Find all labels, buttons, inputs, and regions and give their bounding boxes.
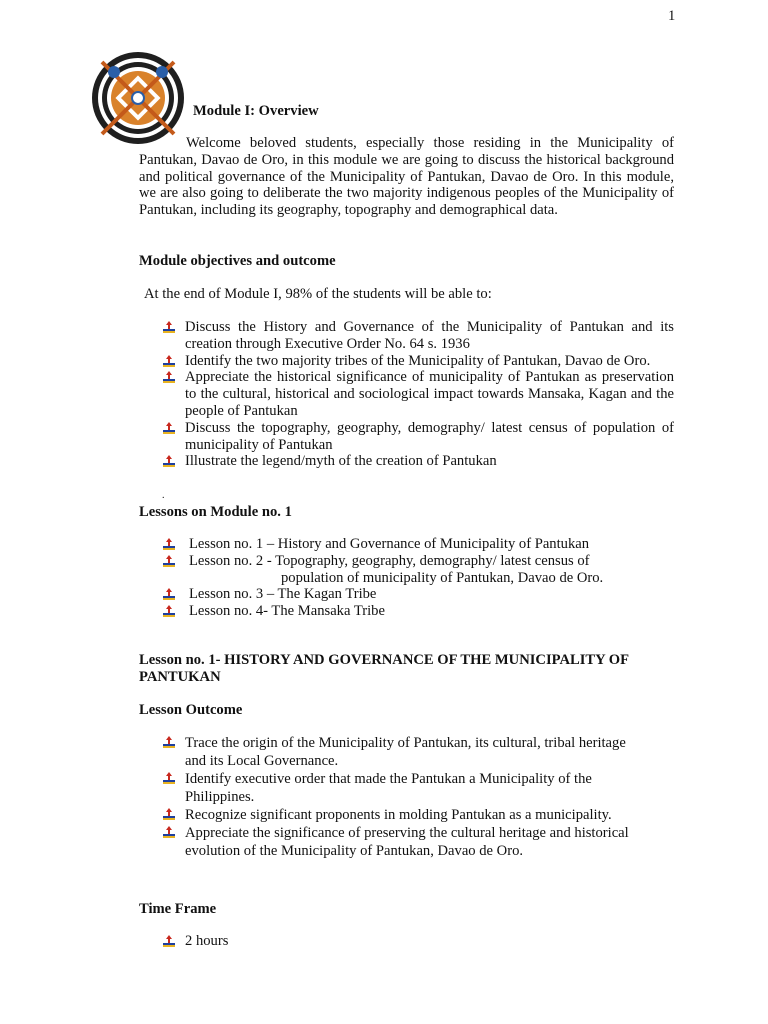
lesson-item-text-continued: population of municipality of Pantukan, Davao de Oro. <box>281 569 604 586</box>
objective-item <box>162 319 674 353</box>
objective-item-text: Identify the two majority tribes of the Municipality of Pantukan, Davao de Oro. <box>185 352 651 369</box>
lesson1-heading <box>139 652 679 686</box>
arrow-bullet-icon <box>162 807 176 821</box>
outcomes-list <box>162 734 672 860</box>
objectives-list <box>162 319 674 470</box>
outcome-heading: Lesson Outcome <box>139 702 243 718</box>
objective-item <box>162 420 674 454</box>
outcome-item-text-continued: Philippines. <box>185 789 255 805</box>
lessons-list <box>162 536 662 620</box>
outcome-item <box>162 824 672 860</box>
module-logo <box>88 48 188 148</box>
arrow-bullet-icon <box>162 735 176 749</box>
intro-paragraph: Welcome beloved students, especially those residing in the Municipality of Pantukan, Davao de Oro, in this module we are going to discuss the historical background and political governance of the Municipality of Pantukan, Davao de Oro. In this module, we are also going to deliberate the two majority indigenous peoples of the Municipality of Pantukan, including its geography, topography and demographical data. <box>139 135 674 219</box>
lesson-item-text: Lesson no. 1 – History and Governance of Municipality of Pantukan <box>189 536 590 552</box>
module-title: Module I: Overview <box>193 103 319 119</box>
objective-item <box>162 369 674 419</box>
arrow-bullet-icon <box>162 554 176 568</box>
outcome-item-text: Identify executive order that made the Pantukan a Municipality of the <box>185 771 592 787</box>
arrow-bullet-icon <box>162 587 176 601</box>
lesson-item <box>162 586 662 603</box>
arrow-bullet-icon <box>162 537 176 551</box>
lesson-item <box>162 553 662 587</box>
outcome-item <box>162 806 672 824</box>
objective-item-text: Discuss the topography, geography, demography/ latest census of population of municipality of Pantukan <box>185 419 674 453</box>
outcome-item-text-continued: evolution of the Municipality of Pantukan, Davao de Oro. <box>185 843 524 859</box>
outcome-item-text-continued: and its Local Governance. <box>185 753 339 769</box>
lesson1-heading-line2: PANTUKAN <box>139 668 221 685</box>
outcome-item <box>162 734 672 770</box>
lesson-item <box>162 603 662 620</box>
arrow-bullet-icon <box>162 825 176 839</box>
page-number: 1 <box>668 8 676 24</box>
arrow-bullet-icon <box>162 771 176 785</box>
timeframe-item <box>162 933 362 950</box>
objective-item <box>162 453 674 470</box>
objective-item-text: Appreciate the historical significance of municipality of Pantukan as preservation to the cultural, historical and sociological impact towards Mansaka, Kagan and the people of Pantukan <box>185 369 674 419</box>
arrow-bullet-icon <box>162 354 176 368</box>
lesson-item-text: Lesson no. 4- The Mansaka Tribe <box>189 603 385 620</box>
lessons-heading: Lessons on Module no. 1 <box>139 504 292 520</box>
objectives-intro: At the end of Module I, 98% of the students will be able to: <box>144 286 492 302</box>
arrow-bullet-icon <box>162 934 176 948</box>
objective-item <box>162 353 674 370</box>
timeframe-heading: Time Frame <box>139 901 217 917</box>
objective-item-text: Illustrate the legend/myth of the creation of Pantukan <box>185 453 497 470</box>
outcome-item-text: Trace the origin of the Municipality of Pantukan, its cultural, tribal heritage <box>185 735 626 751</box>
outcome-item-text: Appreciate the significance of preserving the cultural heritage and historical <box>185 825 629 841</box>
lesson1-heading-line1: Lesson no. 1- HISTORY AND GOVERNANCE OF THE MUNICIPALITY OF <box>139 652 630 668</box>
arrow-bullet-icon <box>162 320 176 334</box>
lesson-item <box>162 536 662 553</box>
lesson-item-text: Lesson no. 3 – The Kagan Tribe <box>189 586 377 603</box>
objective-item-text: Discuss the History and Governance of the Municipality of Pantukan and its creation through Executive Order No. 64 s. 1936 <box>185 319 674 352</box>
arrow-bullet-icon <box>162 421 176 435</box>
objectives-heading: Module objectives and outcome <box>139 253 336 269</box>
arrow-bullet-icon <box>162 370 176 384</box>
arrow-bullet-icon <box>162 604 176 618</box>
outcome-item <box>162 770 672 806</box>
timeframe-list <box>162 933 362 950</box>
lesson-item-text: Lesson no. 2 - Topography, geography, demography/ latest census of <box>189 552 590 569</box>
stray-mark: . <box>162 490 165 501</box>
arrow-bullet-icon <box>162 454 176 468</box>
outcome-item-text: Recognize significant proponents in molding Pantukan as a municipality. <box>185 807 612 823</box>
timeframe-item-text: 2 hours <box>185 933 229 949</box>
